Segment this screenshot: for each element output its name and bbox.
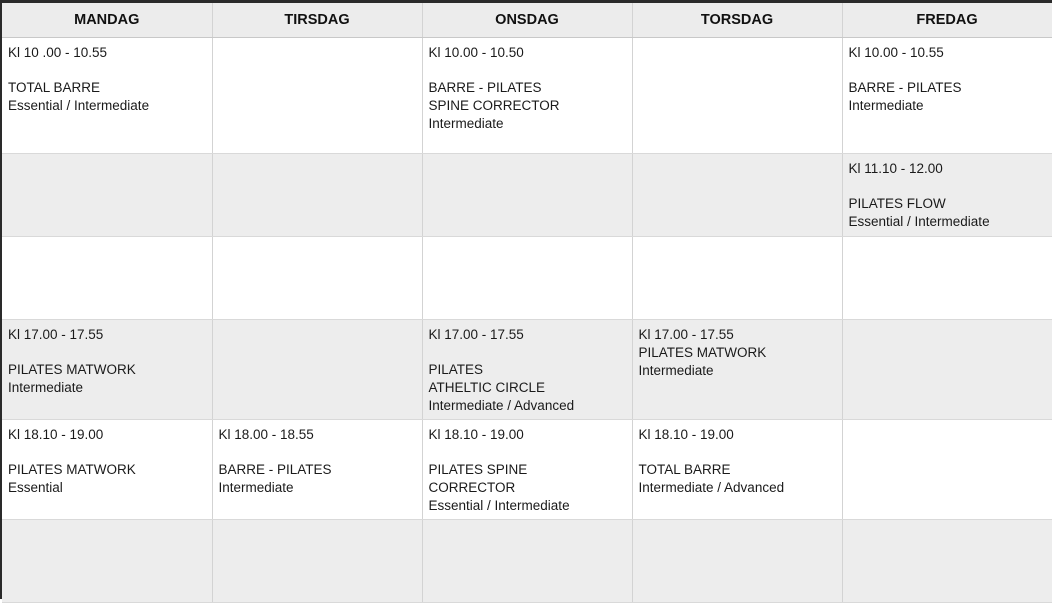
schedule-cell-friday: [842, 520, 1052, 603]
class-name: TOTAL BARRE: [8, 80, 101, 95]
class-name: PILATES MATWORK: [638, 345, 767, 360]
class-name: BARRE - PILATES: [218, 462, 332, 477]
schedule-cell-thursday: [632, 320, 842, 420]
class-level: Essential / Intermediate: [428, 498, 570, 513]
class-time: Kl 10 .00 - 10.55: [8, 45, 108, 60]
schedule-cell-wednesday: [422, 420, 632, 520]
class-level: Essential / Intermediate: [8, 98, 150, 113]
class-time: Kl 18.10 - 19.00: [8, 427, 104, 442]
schedule-cell-wednesday: [422, 320, 632, 420]
class-name: ATHELTIC CIRCLE: [428, 380, 546, 395]
schedule-cell-tuesday: [212, 154, 422, 237]
schedule-cell-monday: [2, 420, 212, 520]
class-name: TOTAL BARRE: [638, 462, 731, 477]
schedule-cell-friday: [842, 154, 1052, 237]
schedule-cell-wednesday: [422, 237, 632, 320]
class-time: Kl 17.00 - 17.55: [8, 327, 104, 342]
schedule-cell-monday: [2, 520, 212, 603]
class-name: PILATES FLOW: [848, 196, 946, 211]
class-time: Kl 18.10 - 19.00: [638, 427, 734, 442]
class-time: Kl 17.00 - 17.55: [428, 327, 524, 342]
schedule-cell-wednesday: [422, 38, 632, 154]
schedule-cell-wednesday: [422, 154, 632, 237]
class-name: BARRE - PILATES: [848, 80, 962, 95]
schedule-row: [2, 420, 1052, 520]
schedule-cell-monday: [2, 320, 212, 420]
schedule-row: [2, 154, 1052, 237]
schedule-cell-thursday: [632, 420, 842, 520]
class-name: PILATES SPINE: [428, 462, 528, 477]
schedule-row: [2, 320, 1052, 420]
class-level: Intermediate: [8, 380, 84, 395]
class-level: Intermediate: [218, 480, 294, 495]
class-name: CORRECTOR: [428, 480, 516, 495]
schedule-cell-tuesday: [212, 520, 422, 603]
day-header-friday: FREDAG: [842, 3, 1052, 38]
schedule-cell-thursday: [632, 38, 842, 154]
class-time: Kl 11.10 - 12.00: [848, 161, 943, 176]
day-header-wednesday: ONSDAG: [422, 3, 632, 38]
class-time: Kl 18.00 - 18.55: [218, 427, 314, 442]
schedule-row: [2, 237, 1052, 320]
day-header-tuesday: TIRSDAG: [212, 3, 422, 38]
class-name: PILATES MATWORK: [8, 362, 136, 377]
schedule-cell-tuesday: [212, 320, 422, 420]
class-time: Kl 10.00 - 10.50: [428, 45, 524, 60]
schedule-cell-friday: [842, 237, 1052, 320]
class-name: SPINE CORRECTOR: [428, 98, 560, 113]
weekly-schedule-table: [2, 3, 1052, 603]
class-level: Intermediate / Advanced: [638, 480, 785, 495]
class-level: Intermediate: [848, 98, 924, 113]
class-name: PILATES: [428, 362, 484, 377]
class-level: Essential: [8, 480, 63, 495]
class-time: Kl 17.00 - 17.55: [638, 327, 734, 342]
schedule-cell-monday: [2, 154, 212, 237]
class-level: Intermediate / Advanced: [428, 398, 575, 413]
day-header-monday: MANDAG: [2, 3, 212, 38]
class-time: Kl 10.00 - 10.55: [848, 45, 944, 60]
schedule-row: [2, 38, 1052, 154]
schedule-cell-thursday: [632, 237, 842, 320]
schedule-cell-friday: [842, 320, 1052, 420]
schedule-cell-thursday: [632, 154, 842, 237]
schedule-cell-tuesday: [212, 38, 422, 154]
class-name: BARRE - PILATES: [428, 80, 542, 95]
class-level: Essential / Intermediate: [848, 214, 990, 229]
schedule-cell-friday: [842, 38, 1052, 154]
schedule-cell-tuesday: [212, 237, 422, 320]
schedule-cell-thursday: [632, 520, 842, 603]
schedule-cell-monday: [2, 38, 212, 154]
class-level: Intermediate: [428, 116, 504, 131]
day-header-row: [2, 3, 1052, 38]
class-time: Kl 18.10 - 19.00: [428, 427, 524, 442]
schedule-row: [2, 520, 1052, 603]
schedule-cell-tuesday: [212, 420, 422, 520]
schedule-cell-wednesday: [422, 520, 632, 603]
class-level: Intermediate: [638, 363, 714, 378]
class-name: PILATES MATWORK: [8, 462, 136, 477]
day-header-thursday: TORSDAG: [632, 3, 842, 38]
schedule-cell-friday: [842, 420, 1052, 520]
schedule-cell-monday: [2, 237, 212, 320]
